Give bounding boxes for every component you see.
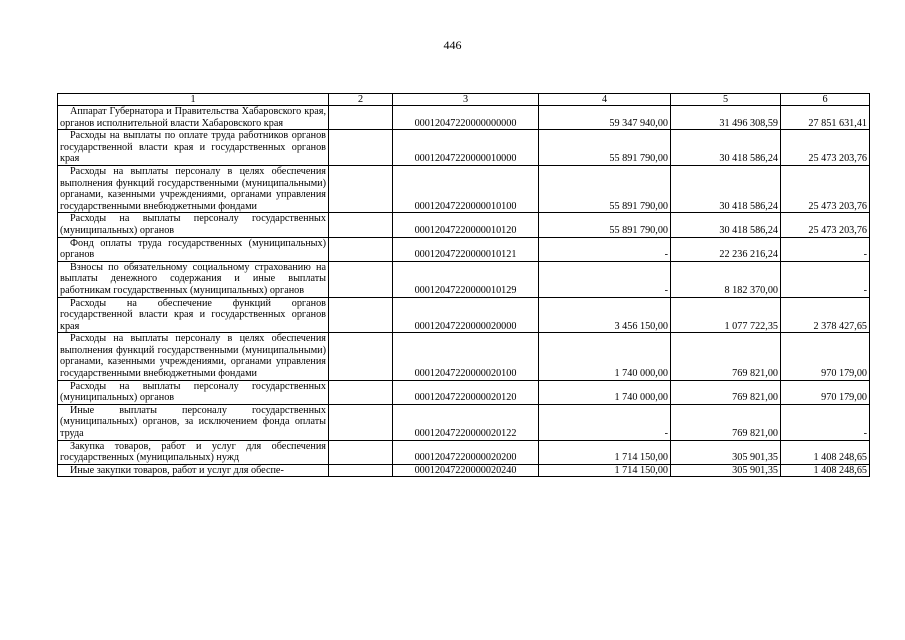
row-name-cell: Фонд оплаты труда государственных (муниципальных) органов	[58, 237, 329, 261]
row-remainder-cell: 970 179,00	[781, 380, 870, 404]
row-col2-cell	[329, 464, 393, 477]
row-col2-cell	[329, 106, 393, 130]
row-name-cell: Расходы на выплаты персоналу государственных (муниципальных) органов	[58, 380, 329, 404]
table-row	[58, 165, 870, 212]
row-remainder-cell: 1 408 248,65	[781, 440, 870, 464]
row-col2-cell	[329, 213, 393, 237]
row-code-cell: 00012047220000010120	[393, 213, 539, 237]
row-name-cell: Расходы на обеспечение функций органов государственной власти края и государственных органов края	[58, 297, 329, 333]
row-col2-cell	[329, 130, 393, 166]
row-code-cell: 00012047220000020240	[393, 464, 539, 477]
row-code-cell: 00012047220000010121	[393, 237, 539, 261]
row-col2-cell	[329, 404, 393, 440]
row-remainder-cell: 25 473 203,76	[781, 213, 870, 237]
row-plan-cell: -	[539, 237, 671, 261]
table-row	[58, 213, 870, 237]
row-remainder-cell: 27 851 631,41	[781, 106, 870, 130]
header-row	[58, 94, 870, 106]
table-row	[58, 404, 870, 440]
row-plan-cell: -	[539, 261, 671, 297]
row-remainder-cell: 25 473 203,76	[781, 130, 870, 166]
row-plan-cell: 55 891 790,00	[539, 130, 671, 166]
row-code-cell: 00012047220000020100	[393, 333, 539, 380]
row-code-cell: 00012047220000020000	[393, 297, 539, 333]
row-col2-cell	[329, 261, 393, 297]
column-header: 5	[671, 94, 781, 106]
row-code-cell: 00012047220000000000	[393, 106, 539, 130]
row-plan-cell: -	[539, 404, 671, 440]
table-row	[58, 261, 870, 297]
row-remainder-cell: 2 378 427,65	[781, 297, 870, 333]
row-code-cell: 00012047220000010129	[393, 261, 539, 297]
row-executed-cell: 8 182 370,00	[671, 261, 781, 297]
row-col2-cell	[329, 440, 393, 464]
row-plan-cell: 3 456 150,00	[539, 297, 671, 333]
row-plan-cell: 1 714 150,00	[539, 464, 671, 477]
row-name-cell: Иные закупки товаров, работ и услуг для обеспе-	[58, 464, 329, 477]
table-row	[58, 380, 870, 404]
row-remainder-cell: 1 408 248,65	[781, 464, 870, 477]
row-remainder-cell: -	[781, 237, 870, 261]
row-executed-cell: 1 077 722,35	[671, 297, 781, 333]
row-plan-cell: 59 347 940,00	[539, 106, 671, 130]
table-row	[58, 297, 870, 333]
budget-table	[57, 93, 870, 477]
row-code-cell: 00012047220000010100	[393, 165, 539, 212]
row-remainder-cell: -	[781, 261, 870, 297]
row-code-cell: 00012047220000020200	[393, 440, 539, 464]
row-name-cell: Взносы по обязательному социальному страхованию на выплаты денежного содержания и иные выплаты работникам государственных (муниципальных) органов	[58, 261, 329, 297]
table-row	[58, 440, 870, 464]
row-plan-cell: 55 891 790,00	[539, 213, 671, 237]
row-remainder-cell: 25 473 203,76	[781, 165, 870, 212]
column-header: 3	[393, 94, 539, 106]
table-row	[58, 106, 870, 130]
row-col2-cell	[329, 297, 393, 333]
row-name-cell: Расходы на выплаты по оплате труда работников органов государственной власти края и государственных органов края	[58, 130, 329, 166]
column-header: 2	[329, 94, 393, 106]
row-name-cell: Расходы на выплаты персоналу в целях обеспечения выполнения функций государственными (муниципальными) органами, казенными учреждениями, органами управления государственными внебюджетными фондами	[58, 165, 329, 212]
row-col2-cell	[329, 333, 393, 380]
row-remainder-cell: 970 179,00	[781, 333, 870, 380]
row-plan-cell: 1 740 000,00	[539, 380, 671, 404]
row-executed-cell: 769 821,00	[671, 380, 781, 404]
table-row	[58, 237, 870, 261]
column-header: 6	[781, 94, 870, 106]
column-header: 1	[58, 94, 329, 106]
row-executed-cell: 30 418 586,24	[671, 165, 781, 212]
column-header: 4	[539, 94, 671, 106]
row-col2-cell	[329, 237, 393, 261]
row-executed-cell: 769 821,00	[671, 333, 781, 380]
row-plan-cell: 1 740 000,00	[539, 333, 671, 380]
row-code-cell: 00012047220000020122	[393, 404, 539, 440]
row-name-cell: Аппарат Губернатора и Правительства Хабаровского края, органов исполнительной власти Хабаровского края	[58, 106, 329, 130]
row-code-cell: 00012047220000020120	[393, 380, 539, 404]
table-row	[58, 130, 870, 166]
row-code-cell: 00012047220000010000	[393, 130, 539, 166]
row-name-cell: Иные выплаты персоналу государственных (муниципальных) органов, за исключением фонда оплаты труда	[58, 404, 329, 440]
row-name-cell: Расходы на выплаты персоналу в целях обеспечения выполнения функций государственными (муниципальными) органами, казенными учреждениями, органами управления государственными внебюджетными фондами	[58, 333, 329, 380]
table-row	[58, 333, 870, 380]
row-executed-cell: 30 418 586,24	[671, 130, 781, 166]
row-executed-cell: 30 418 586,24	[671, 213, 781, 237]
row-col2-cell	[329, 380, 393, 404]
row-plan-cell: 1 714 150,00	[539, 440, 671, 464]
table-row	[58, 464, 870, 477]
row-executed-cell: 769 821,00	[671, 404, 781, 440]
page-number: 446	[443, 38, 462, 52]
row-col2-cell	[329, 165, 393, 212]
row-executed-cell: 305 901,35	[671, 440, 781, 464]
row-executed-cell: 31 496 308,59	[671, 106, 781, 130]
row-executed-cell: 22 236 216,24	[671, 237, 781, 261]
row-plan-cell: 55 891 790,00	[539, 165, 671, 212]
row-name-cell: Закупка товаров, работ и услуг для обеспечения государственных (муниципальных) нужд	[58, 440, 329, 464]
row-remainder-cell: -	[781, 404, 870, 440]
row-name-cell: Расходы на выплаты персоналу государственных (муниципальных) органов	[58, 213, 329, 237]
row-executed-cell: 305 901,35	[671, 464, 781, 477]
